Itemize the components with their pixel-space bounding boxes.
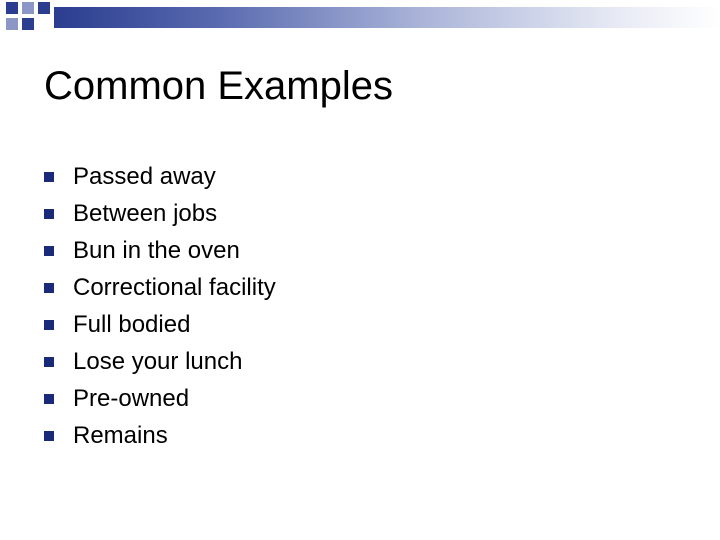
square-bullet-icon [44, 172, 54, 182]
bullet-text: Remains [73, 421, 168, 449]
slide-title: Common Examples [44, 64, 394, 108]
square-bullet-icon [44, 320, 54, 330]
square-bullet-icon [44, 394, 54, 404]
deco-square-2 [22, 2, 34, 14]
deco-square-4 [6, 18, 18, 30]
list-item [44, 195, 276, 232]
list-item [44, 343, 276, 380]
bullet-text: Pre-owned [73, 384, 190, 412]
square-bullet-icon [44, 357, 54, 367]
square-bullet-icon [44, 431, 54, 441]
deco-square-3 [38, 2, 50, 14]
deco-square-1 [6, 2, 18, 14]
header-decoration [0, 0, 720, 32]
deco-square-5 [22, 18, 34, 30]
bullet-list [44, 158, 276, 454]
square-bullet-icon [44, 209, 54, 219]
list-item [44, 380, 276, 417]
list-item [44, 158, 276, 195]
bullet-text: Lose your lunch [73, 347, 243, 375]
bullet-text: Bun in the oven [73, 236, 240, 264]
list-item [44, 417, 276, 454]
header-gradient-strip [54, 7, 720, 28]
bullet-text: Correctional facility [73, 273, 276, 301]
square-bullet-icon [44, 246, 54, 256]
square-bullet-icon [44, 283, 54, 293]
list-item [44, 269, 276, 306]
bullet-text: Passed away [73, 162, 216, 190]
list-item [44, 306, 276, 343]
bullet-text: Full bodied [73, 310, 191, 338]
bullet-text: Between jobs [73, 199, 218, 227]
list-item [44, 232, 276, 269]
